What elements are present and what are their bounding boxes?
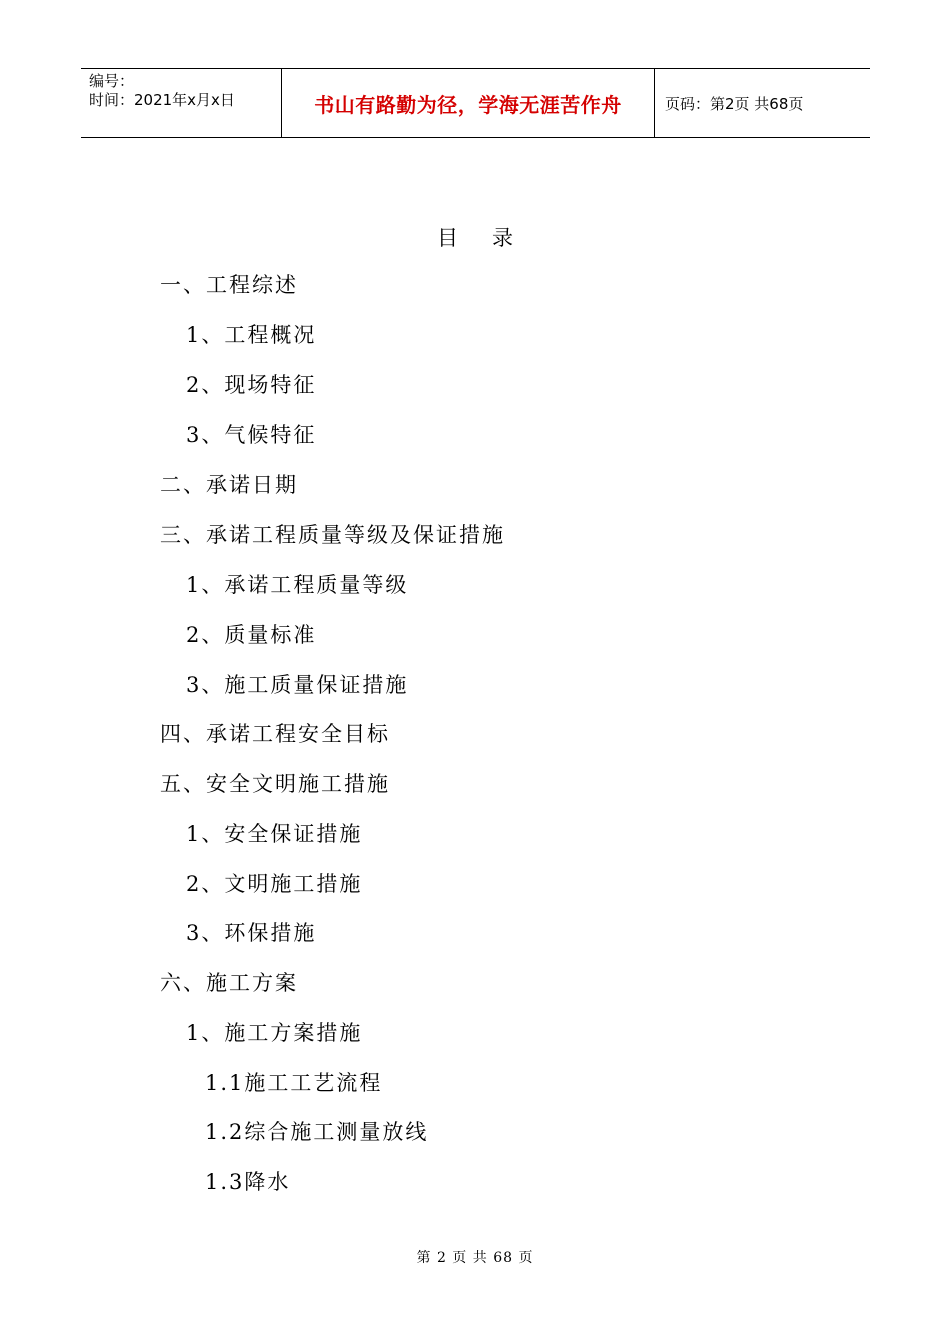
toc-item: 1.3降水 — [205, 1170, 291, 1194]
toc-item: 1.1施工工艺流程 — [205, 1071, 383, 1095]
page-footer: 第 2 页 共 68 页 — [416, 1250, 534, 1266]
toc-item: 2、质量标准 — [186, 623, 317, 647]
toc-item: 五、安全文明施工措施 — [160, 772, 390, 796]
number-label: 编号： — [89, 72, 135, 90]
page-header — [81, 68, 870, 138]
toc-item: 1、承诺工程质量等级 — [186, 573, 409, 597]
toc-item: 1、工程概况 — [186, 323, 317, 347]
time-label: 时间：2021年x月x日 — [89, 91, 235, 109]
toc-item: 3、施工质量保证措施 — [186, 673, 409, 697]
toc-item: 3、环保措施 — [186, 921, 317, 945]
toc-title: 目录 — [437, 226, 547, 250]
toc-item: 3、气候特征 — [186, 423, 317, 447]
header-page-info: 页码：第2页 共68页 — [665, 94, 804, 113]
toc-item: 2、文明施工措施 — [186, 872, 363, 896]
toc-item: 1、安全保证措施 — [186, 822, 363, 846]
toc-item: 1.2综合施工测量放线 — [205, 1120, 429, 1144]
toc-item: 三、承诺工程质量等级及保证措施 — [160, 523, 505, 547]
toc-item: 一、工程综述 — [160, 273, 298, 297]
header-motto: 书山有路勤为径，学海无涯苦作舟 — [282, 69, 655, 137]
toc-item: 1、施工方案措施 — [186, 1021, 363, 1045]
toc-item: 六、施工方案 — [160, 971, 298, 995]
header-meta — [81, 69, 282, 137]
toc-item: 四、承诺工程安全目标 — [160, 722, 390, 746]
toc-item: 二、承诺日期 — [160, 473, 298, 497]
toc-item: 2、现场特征 — [186, 373, 317, 397]
